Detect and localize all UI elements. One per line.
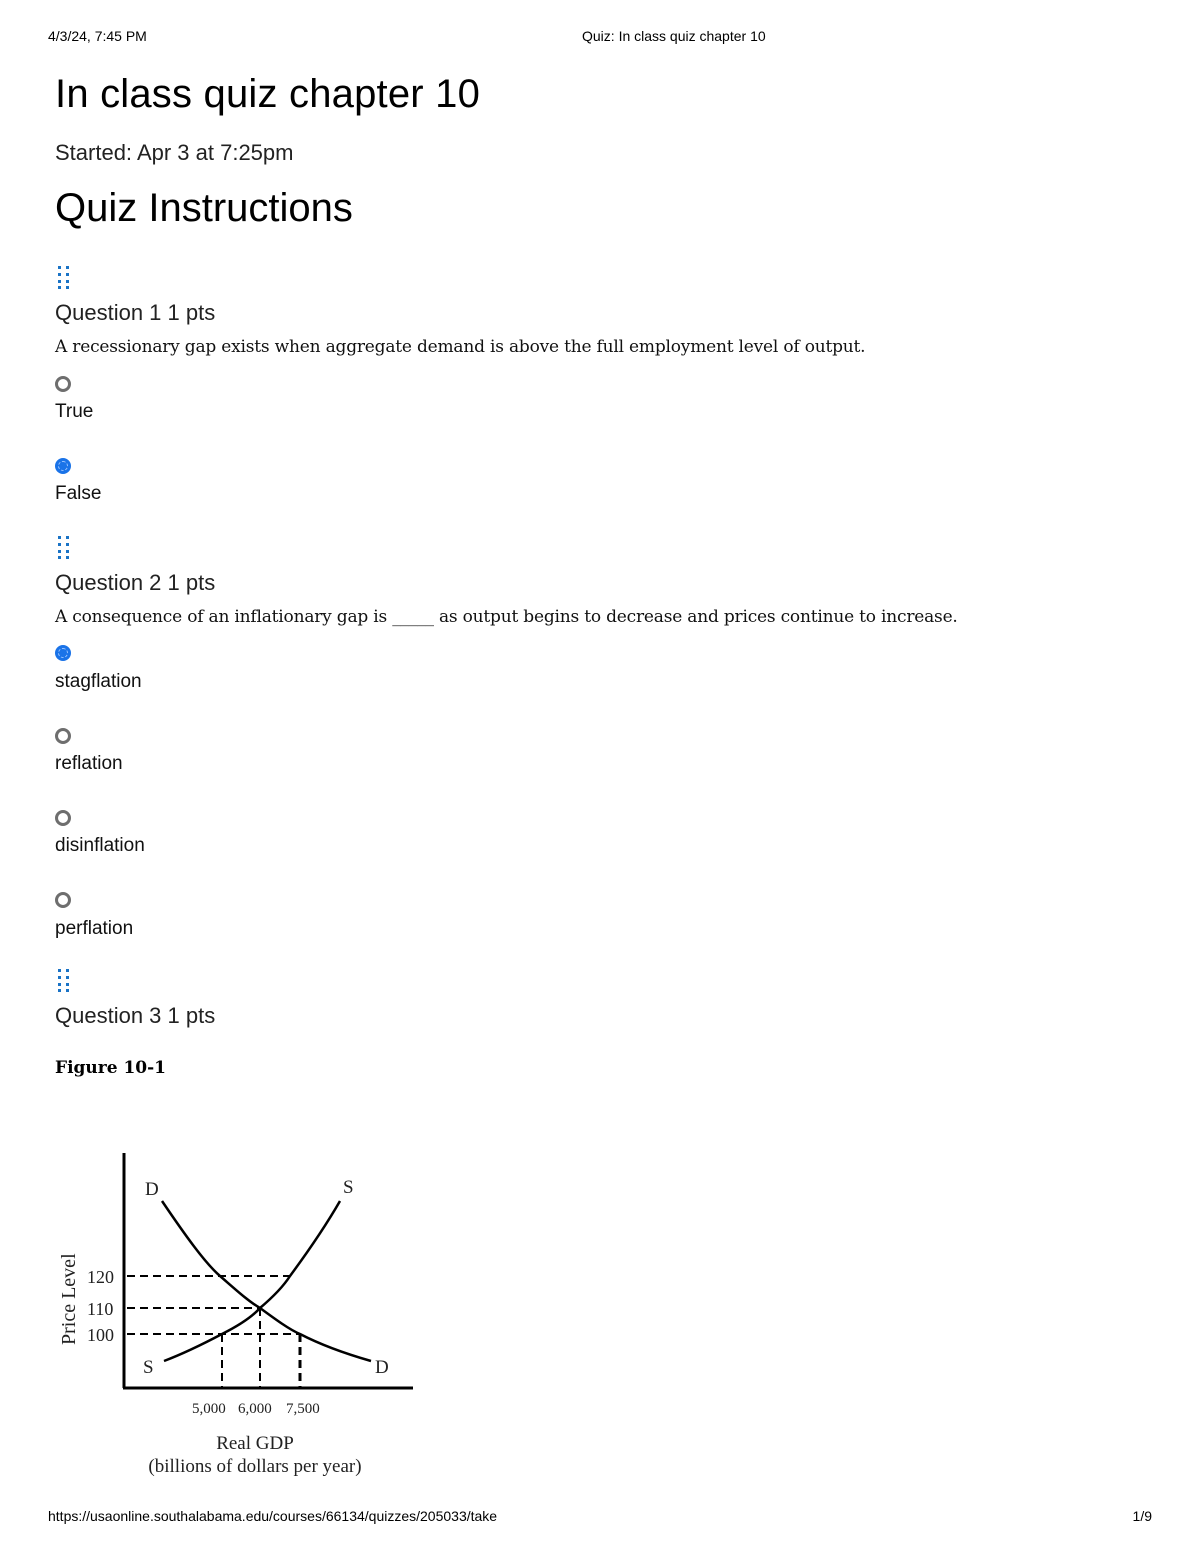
- y-tick-110: 110: [87, 1299, 114, 1319]
- question-2-text: A consequence of an inflationary gap is _____ as output begins to decrease and prices continue to increase.: [55, 607, 958, 627]
- question-1-text: A recessionary gap exists when aggregate demand is above the full employment level of output.: [55, 337, 866, 357]
- radio-option-false[interactable]: [55, 458, 71, 474]
- y-axis-label: Price Level: [58, 1253, 80, 1345]
- x-axis-label: Real GDP: [216, 1433, 294, 1454]
- demand-curve: [162, 1201, 371, 1361]
- y-tick-100: 100: [87, 1325, 114, 1345]
- supply-curve: [164, 1201, 340, 1361]
- radio-option-stagflation[interactable]: [55, 645, 71, 661]
- quiz-instructions-heading: Quiz Instructions: [55, 186, 353, 230]
- x-tick-5000: 5,000: [192, 1401, 226, 1417]
- figure-title: Figure 10-1: [55, 1058, 167, 1078]
- demand-label-top: D: [145, 1179, 159, 1200]
- option-label-disinflation[interactable]: disinflation: [55, 835, 145, 856]
- radio-option-reflation[interactable]: [55, 728, 71, 744]
- supply-label-bottom: S: [143, 1357, 154, 1378]
- print-footer: [48, 1508, 1152, 1528]
- radio-option-perflation[interactable]: [55, 892, 71, 908]
- drag-handle-icon[interactable]: [55, 536, 72, 560]
- option-label-true[interactable]: True: [55, 401, 94, 422]
- print-page-number: 1/9: [1132, 1508, 1152, 1524]
- print-url: https://usaonline.southalabama.edu/courses/66134/quizzes/205033/take: [48, 1508, 498, 1524]
- x-tick-7500: 7,500: [286, 1401, 320, 1417]
- supply-label-top: S: [343, 1177, 354, 1198]
- radio-option-true[interactable]: [55, 376, 71, 392]
- option-label-reflation[interactable]: reflation: [55, 753, 123, 774]
- x-axis-sublabel: (billions of dollars per year): [148, 1456, 362, 1477]
- option-label-false[interactable]: False: [55, 483, 102, 504]
- question-3-header: Question 3 1 pts: [55, 1003, 216, 1028]
- quiz-title: In class quiz chapter 10: [55, 72, 481, 116]
- y-tick-120: 120: [87, 1267, 114, 1287]
- option-label-perflation[interactable]: perflation: [55, 918, 134, 939]
- print-header: [48, 28, 1152, 48]
- drag-handle-icon[interactable]: [55, 969, 72, 993]
- quiz-started-time: Started: Apr 3 at 7:25pm: [55, 140, 294, 165]
- demand-label-bottom: D: [375, 1357, 389, 1378]
- print-page-title: Quiz: In class quiz chapter 10: [582, 28, 766, 44]
- question-1-header: Question 1 1 pts: [55, 300, 216, 325]
- print-datetime: 4/3/24, 7:45 PM: [48, 28, 147, 44]
- drag-handle-icon[interactable]: [55, 266, 72, 290]
- radio-option-disinflation[interactable]: [55, 810, 71, 826]
- x-tick-6000: 6,000: [238, 1401, 272, 1417]
- option-label-stagflation[interactable]: stagflation: [55, 671, 142, 692]
- figure-10-1-chart: [55, 1145, 435, 1485]
- question-2-header: Question 2 1 pts: [55, 570, 216, 595]
- as-ad-chart-svg: [55, 1145, 435, 1485]
